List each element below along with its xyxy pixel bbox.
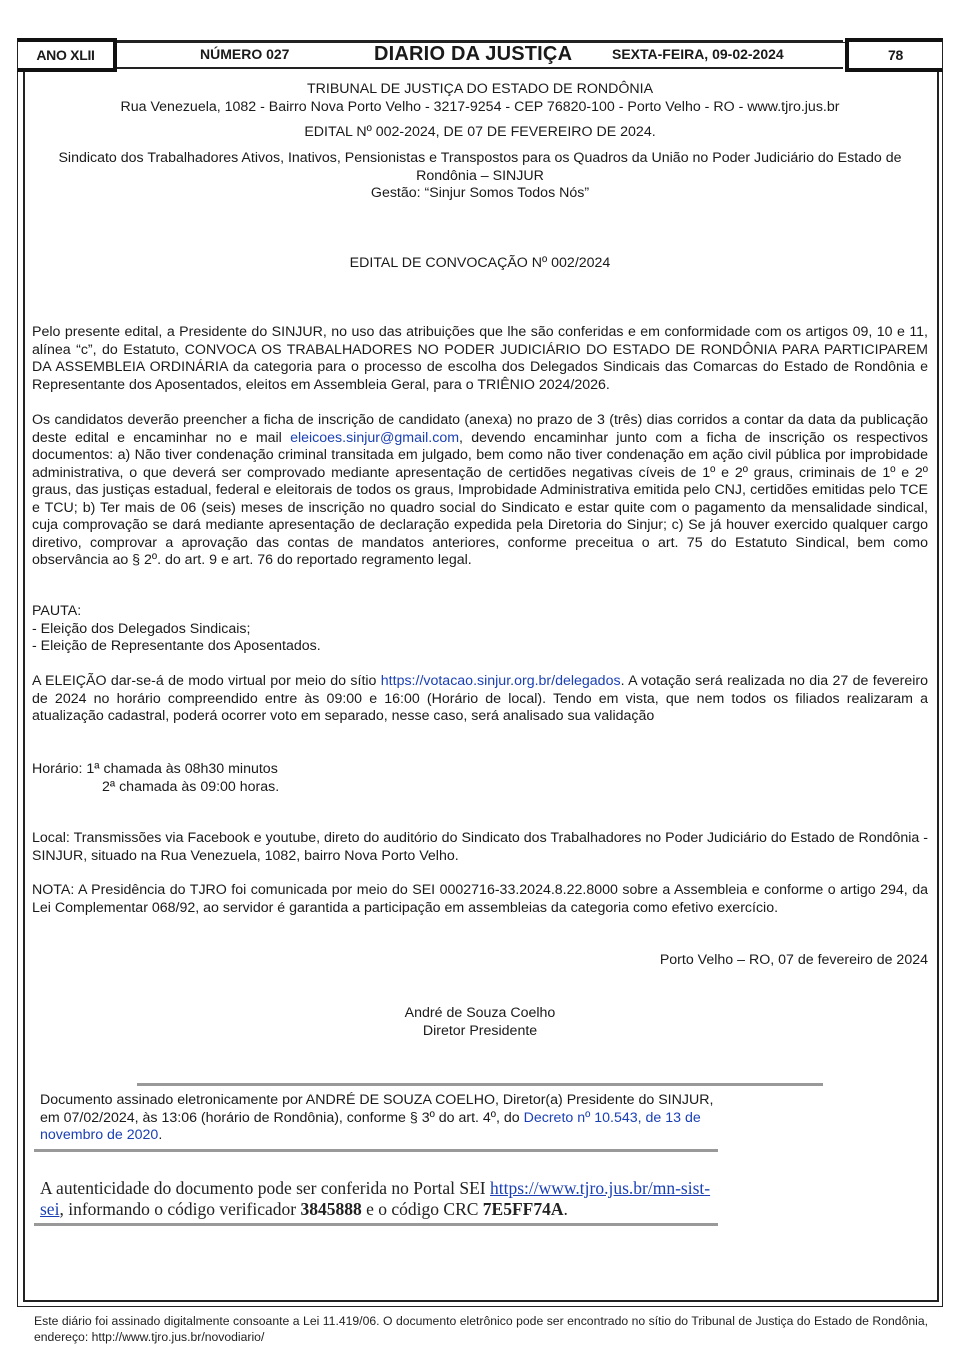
union-name-line2: Rondônia – SINJUR [416,167,544,184]
signature-block [32,1005,928,1040]
signature-text-end: . [158,1127,163,1143]
schedule-first-call: Horário: 1ª chamada às 08h30 minutos [32,761,278,777]
place-date: Porto Velho – RO, 07 de fevereiro de 2024 [659,952,928,968]
page-number-box [845,38,943,72]
candidates-text-after: , devendo encaminhar junto com a ficha de inscrição os respectivos documentos: a) Não tiver condenação criminal transitada em julgado, bem como não tiver condenação em ação civil pública por improbidade administrativa, o que deverá ser comprovado mediante apresentação de certidões negativas cíveis de 1º e 2º graus, criminais de 1º e 2º graus, das justiças estadual, federal e eleitorais de todos os graus, Improbidade Administrativa emitida pelo CNJ, certidões emitidas pelo TCE e TCU; b) Ter mais de 06 (seis) meses de inscrição no quadro social do Sindicato e estar quite com o pagamento da mensalidade sindical, cuja comprovação se dará mediante apresentação de declaração expedida pela Diretoria do Sinjur; c) Se já houver exercido qualquer cargo diretivo, comprovar a aprovação das contas de mandatos anteriores, conforme preceitua o art. 75 do Estatuto Sindical, bem como observância ao § 2º. do art. 9 e art. 76 do reportado regramento legal. [32,429,928,568]
sei-portal-link[interactable]: https://www.tjro.jus.br/mn-sist-sei [40,1178,711,1219]
year-box [17,38,117,72]
authenticity-text-end: . [563,1199,568,1219]
election-text-before: A ELEIÇÃO dar-se-á de modo virtual por meio do sítio [32,673,381,689]
signer-role: Diretor Presidente [422,1022,538,1039]
paragraph-convocation: Pelo presente edital, a Presidente do SINJUR, no uso das atribuições que lhe são conferidas e em conformidade com os artigos 09, 10 e 11, alínea “c”, do Estatuto, CONVOCA OS TRABALHADORES NO PODER JUDICIÁRIO DO ESTADO DE RONDÔNIA PARA PARTICIPAREM DA ASSEMBLEIA ORDINÁRIA da categoria para o processo de escolha dos Delegados Sindicais das Comarcas do Estado de Rondônia e Representante dos Aposentados, eleitos em Assembleia Geral, para o TRIÊNIO 2024/2026. [32,324,928,393]
journal-header [17,38,943,72]
page-number: 78 [888,47,903,63]
schedule-second-call: 2ª chamada às 09:00 horas. [102,778,280,795]
header-rule-bottom [117,67,843,69]
journal-title: DIARIO DA JUSTIÇA [374,43,573,65]
schedule-block [32,761,928,796]
letterhead [32,81,928,116]
email-link[interactable]: eleicoes.sinjur@gmail.com [290,429,460,446]
edital-heading: EDITAL Nº 002-2024, DE 07 DE FEVEREIRO DE 2024. [304,124,656,140]
crc-code: 7E5FF74A [482,1199,564,1219]
signer-name: André de Souza Coelho [404,1005,556,1021]
issue-date: SEXTA-FEIRA, 09-02-2024 [612,46,784,62]
signature-text: Documento assinado eletronicamente por ANDRÉ DE SOUZA COELHO, Diretor(a) Presidente do SINJUR, em 07/02/2024, às 13:06 (horário de Rondônia), conforme § 3º do art. 4º, do [40,1092,714,1126]
header-rule-top [117,40,843,42]
convocation-title: EDITAL DE CONVOCAÇÃO Nº 002/2024 [349,255,611,271]
candidates-text-before: Os candidatos deverão preencher a ficha de inscrição de candidato (anexa) no prazo de 3 (três) dias corridos a contar da data da publicação deste edital e encaminhar no e mail [32,412,928,446]
paragraph-note: NOTA: A Presidência do TJRO foi comunicada por meio do SEI 0002716-33.2024.8.22.8000 sobre a Assembleia e conforme o artigo 294, da Lei Complementar 068/92, ao servidor é garantida a participação em assembleias da categoria como efetivo exercício. [32,882,928,916]
authenticity-text: A autenticidade do documento pode ser conferida no Portal SEI [40,1178,491,1198]
agenda-item: - Eleição de Representante dos Aposentados. [32,638,321,654]
page-footer: Este diário foi assinado digitalmente consoante a Lei 11.419/06. O documento eletrônico pode ser encontrado no sítio do Tribunal de Justiça do Estado de Rondônia, endereço: http://www.tjro.jus.br/novodiario/ [34,1314,928,1344]
agenda-item: - Eleição dos Delegados Sindicais; [32,620,251,637]
authenticity-text-mid: , informando o código verificador [59,1199,301,1219]
union-block [32,150,928,203]
court-address: Rua Venezuela, 1082 - Bairro Nova Porto Velho - 3217-9254 - CEP 76820-100 - Porto Velho - RO - www.tjro.jus.br [120,98,840,115]
paragraph-candidates [32,412,928,570]
year-label: ANO XLII [36,47,95,63]
divider [34,1223,718,1226]
agenda-block [32,603,928,656]
election-text-after: . A votação será realizada no dia 27 de fevereiro de 2024 no horário compreendido entre às 09:00 e 16:00 (Horário de local). Tendo em vista, que nem todos os filiados realizaram a atualização cadastral, poderá ocorrer voto em separado, nesse caso, será analisado sua validação [32,673,928,724]
divider [137,1083,823,1086]
divider [34,1149,718,1152]
union-name-line1: Sindicato dos Trabalhadores Ativos, Inativos, Pensionistas e Transpostos para os Quadros da União no Poder Judiciário do Estado de [58,150,902,166]
authenticity-note [40,1178,730,1220]
verifier-code: 3845888 [300,1199,362,1219]
union-management: Gestão: “Sinjur Somos Todos Nós” [370,185,590,201]
voting-site-link[interactable]: https://votacao.sinjur.org.br/delegados [380,673,621,689]
court-name: TRIBUNAL DE JUSTIÇA DO ESTADO DE RONDÔNIA [306,81,654,97]
authenticity-text-mid2: e o código CRC [361,1199,483,1219]
issue-number: NÚMERO 027 [200,46,290,62]
electronic-signature-note [40,1092,730,1145]
paragraph-location: Local: Transmissões via Facebook e youtube, direto do auditório do Sindicato dos Trabalhadores no Poder Judiciário do Estado de Rondônia - SINJUR, situado na Rua Venezuela, 1082, bairro Nova Porto Velho. [32,830,928,864]
agenda-title: PAUTA: [32,603,82,619]
decree-link[interactable]: Decreto nº 10.543, de 13 de novembro de 2020 [40,1109,701,1143]
paragraph-election [32,673,928,726]
